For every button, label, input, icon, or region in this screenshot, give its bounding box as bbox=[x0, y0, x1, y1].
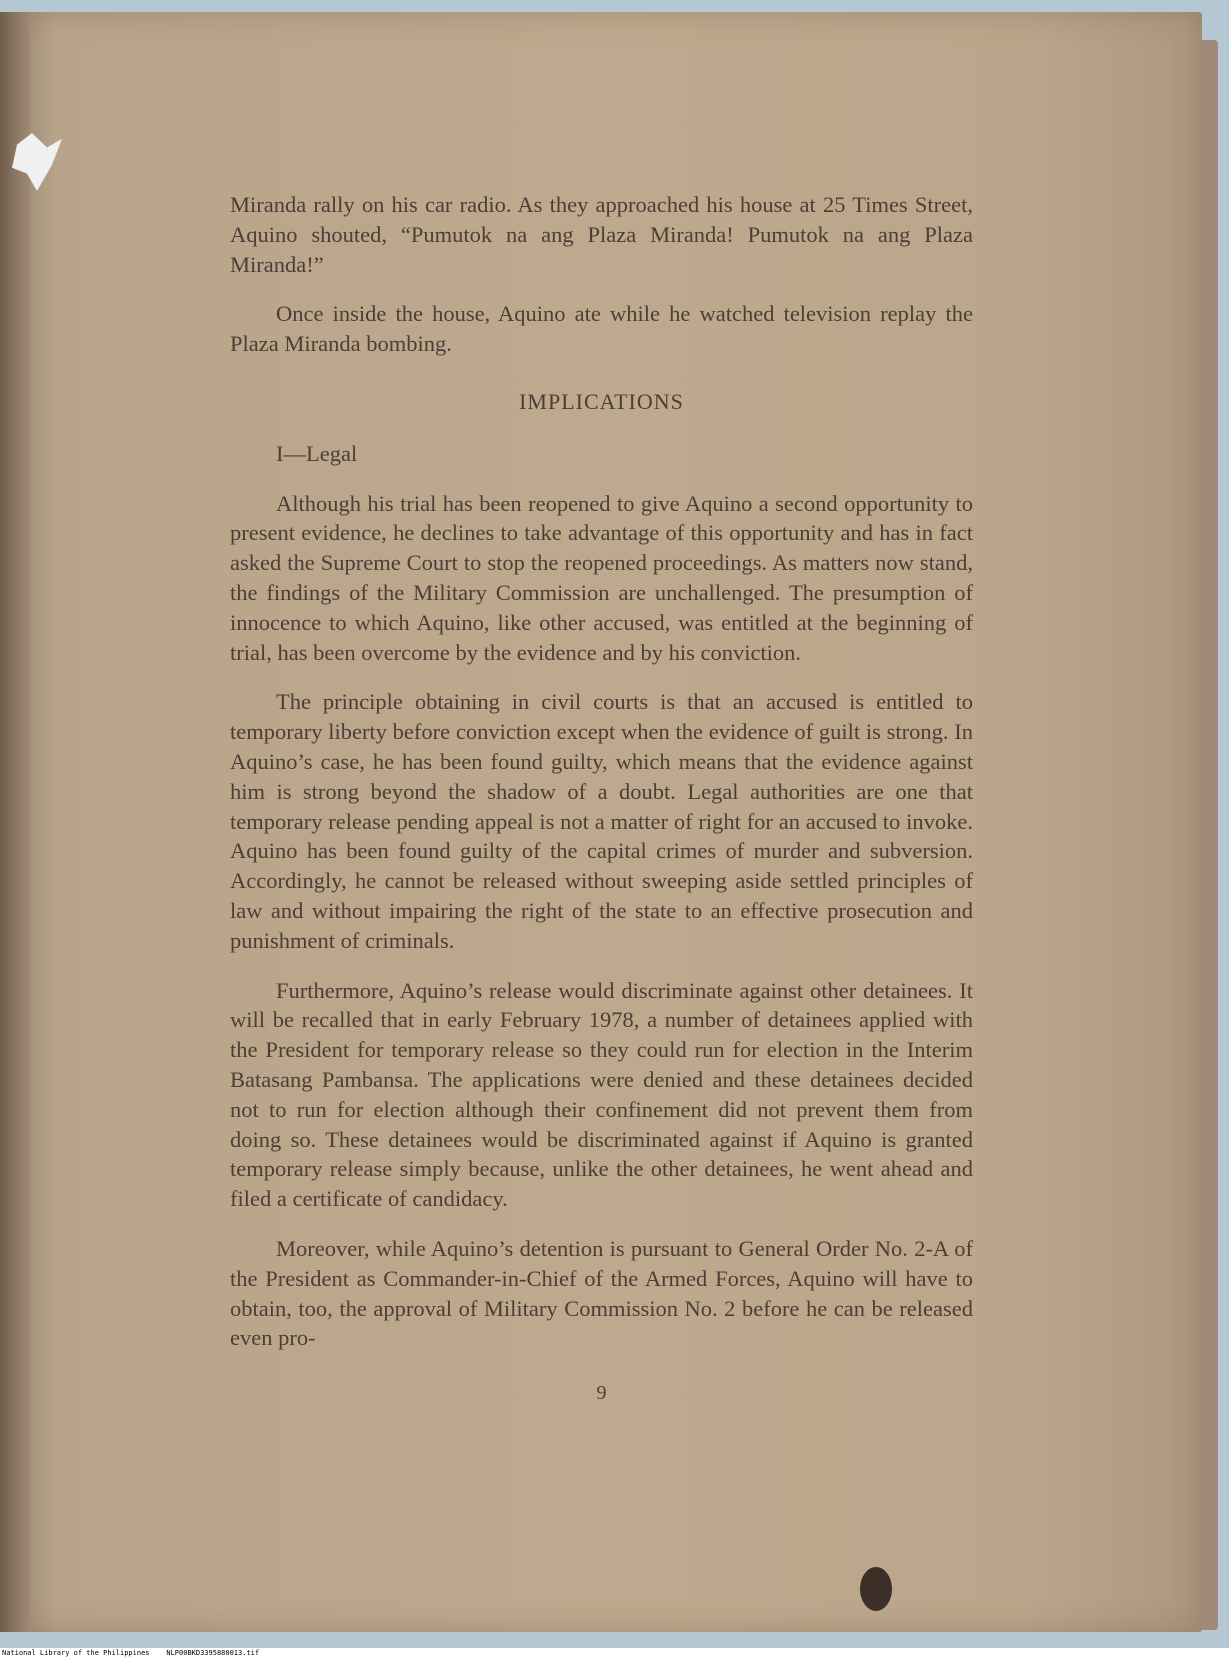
ink-spot bbox=[860, 1567, 892, 1611]
paragraph-3: Although his trial has been reopened to give Aquino a second opportunity to present evidence, he declines to take advantage of this opportunity and has in fact asked the Supreme Court to stop the reopened proceedings. As matters now stand, the findings of the Military Commission are unchallenged. The presumption of innocence to which Aquino, like other accused, was entitled at the beginning of trial, has been overcome by the evidence and by his conviction. bbox=[230, 490, 973, 665]
document-body bbox=[230, 190, 973, 1409]
section-heading: IMPLICATIONS bbox=[519, 388, 684, 414]
page-binding bbox=[0, 12, 30, 1632]
paragraph-6: Moreover, while Aquino’s detention is pursuant to General Order No. 2-A of the President as Commander-in-Chief of the Armed Forces, Aquino will have to obtain, too, the approval of Military Commission No. 2 before he can be released even pro- bbox=[230, 1235, 973, 1351]
section-subheading: I—Legal bbox=[276, 440, 358, 466]
footer-file: NLP00BKD3395880013.tif bbox=[166, 1649, 260, 1657]
scan-footer bbox=[0, 1648, 1229, 1658]
paragraph-2: Once inside the house, Aquino ate while he watched television replay the Plaza Miranda bombing. bbox=[230, 301, 973, 357]
paragraph-5: Furthermore, Aquino’s release would discriminate against other detainees. It will be recalled that in early February 1978, a number of detainees applied with the President for temporary release so they could run for election in the Interim Batasang Pambansa. The applications were denied and these detainees decided not to run for election although their confinement did not prevent them from doing so. These detainees would be discriminated against if Aquino is granted temporary release simply because, unlike the other detainees, he went ahead and filed a certificate of candidacy. bbox=[230, 977, 973, 1212]
page-number: 9 bbox=[596, 1382, 607, 1405]
paragraph-1: Miranda rally on his car radio. As they approached his house at 25 Times Street, Aquino shouted, “Pumutok na ang Plaza Miranda! Pumutok na ang Plaza Miranda!” bbox=[230, 192, 973, 277]
paragraph-4: The principle obtaining in civil courts is that an accused is entitled to temporary liberty before conviction except when the evidence of guilt is strong. In Aquino’s case, he has been found guilty, which means that the evidence against him is strong beyond the shadow of a doubt. Legal authorities are one that temporary release pending appeal is not a matter of right for an accused to invoke. Aquino has been found guilty of the capital crimes of murder and subversion. Accordingly, he cannot be released without sweeping aside settled principles of law and without impairing the right of the state to an effective prosecution and punishment of criminals. bbox=[230, 689, 973, 953]
footer-library: National Library of the Philippines bbox=[2, 1649, 150, 1657]
